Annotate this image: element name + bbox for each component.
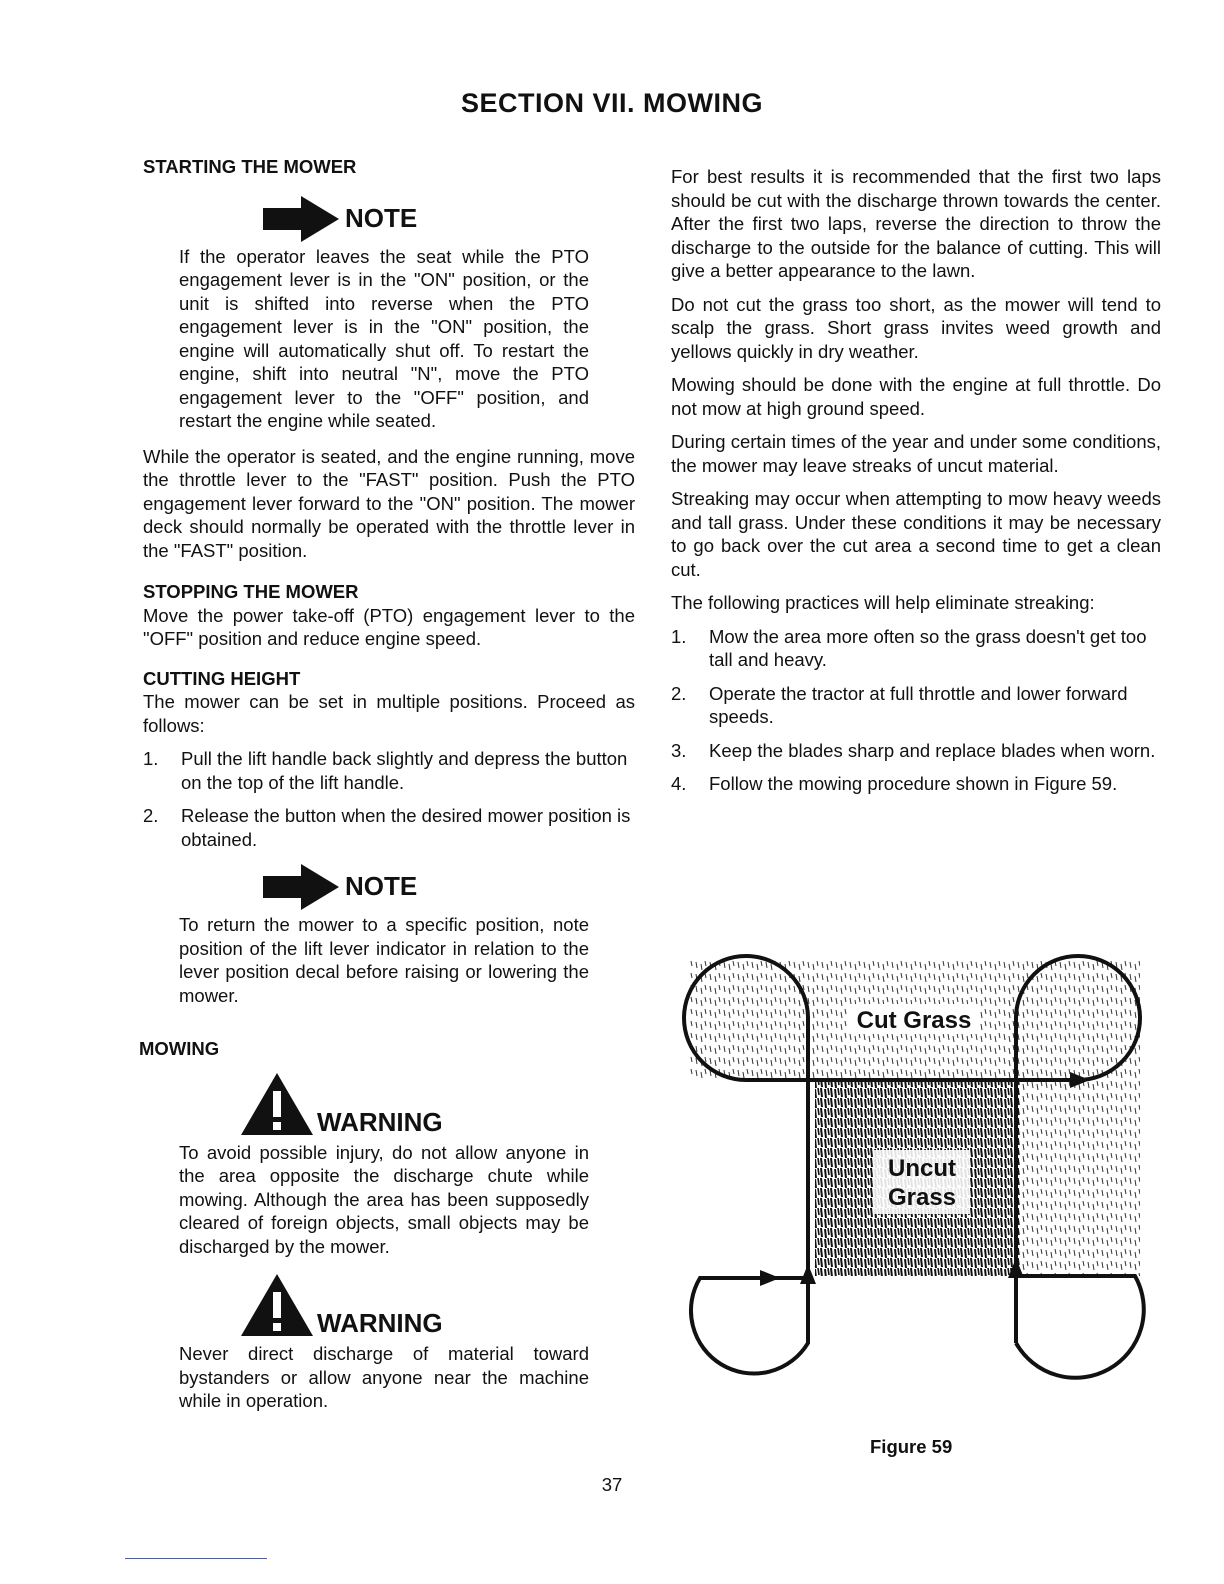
uncut-grass-label-group — [874, 1150, 970, 1214]
arrow-right-icon — [261, 194, 341, 244]
list-item-text: Operate the tractor at full throttle and lower forward speeds. — [709, 682, 1128, 727]
note-label: NOTE — [345, 871, 418, 902]
cut-grass-label-group — [848, 1004, 980, 1034]
warning-header — [239, 1073, 635, 1137]
warning-text: To avoid possible injury, do not allow anyone in the area opposite the discharge chute while mowing. Although the area has been supposedly cleared of foreign objects, small objects may be discharged by the mower. — [179, 1141, 589, 1257]
list-item-number: 1. — [143, 748, 159, 769]
uncut-grass-label-line2: Grass — [887, 1184, 957, 1211]
mowing-procedure-figure — [680, 948, 1150, 1398]
paragraph: Mowing should be done with the engine at full throttle. Do not mow at high ground speed. — [671, 374, 1161, 419]
right-column — [671, 165, 1161, 806]
practices-list — [671, 625, 1161, 796]
mowing-heading: MOWING — [139, 1038, 220, 1059]
list-item-text: Keep the blades sharp and replace blades when worn. — [709, 739, 1156, 761]
list-item-number: 3. — [671, 739, 687, 761]
warning-triangle-icon — [239, 1071, 315, 1137]
starting-paragraph: While the operator is seated, and the engine running, move the throttle lever to the "FAST" position. Push the PTO engagement lever forward to the "ON" position. The mower deck should normally be operated with the throttle lever in the "FAST" position. — [143, 445, 635, 561]
paragraph: Do not cut the grass too short, as the mower will tend to scalp the grass. Short grass invites weed growth and yellows quickly in dry weather. — [671, 293, 1161, 362]
list-item — [671, 625, 1161, 672]
note-header — [261, 861, 635, 913]
warning-label: WARNING — [317, 1308, 443, 1338]
note-header — [261, 193, 635, 245]
list-item — [143, 804, 635, 851]
list-item-text: Release the button when the desired mower position is obtained. — [181, 805, 631, 850]
note-text: To return the mower to a specific position, note position of the lift lever indicator in relation to the lever position decal before raising or lowering the mower. — [179, 914, 589, 1006]
paragraph: During certain times of the year and under some conditions, the mower may leave streaks of uncut material. — [671, 431, 1161, 476]
list-item-text: Pull the lift handle back slightly and depress the button on the top of the lift handle. — [181, 748, 628, 793]
paragraph: Streaking may occur when attempting to mow heavy weeds and tall grass. Under these conditions it may be necessary to go back over the cut area a second time to get a clean cut. — [671, 488, 1161, 580]
list-item — [671, 772, 1161, 796]
list-item-text: Follow the mowing procedure shown in Figure 59. — [709, 773, 1118, 794]
warning-text: Never direct discharge of material toward bystanders or allow anyone near the machine while in operation. — [179, 1343, 589, 1411]
stopping-paragraph: Move the power take-off (PTO) engagement lever to the "OFF" position and reduce engine speed. — [143, 604, 635, 649]
list-item-number: 2. — [143, 805, 159, 826]
figure-caption: Figure 59 — [870, 1436, 953, 1457]
uncut-grass-label-line1: Uncut — [888, 1155, 956, 1182]
cutting-height-heading: CUTTING HEIGHT — [143, 667, 301, 689]
warning-triangle-icon — [239, 1272, 315, 1338]
list-item-number: 1. — [671, 625, 687, 647]
warning-header — [239, 1274, 635, 1338]
note-text: If the operator leaves the seat while the PTO engagement lever is in the "ON" position, or the unit is shifted into reverse when the PTO engagement lever is in the "ON" position, the engine will automatically shut off. To restart the engine, shift into neutral "N", move the PTO engagement lever to the "OFF" position, and restart the engine while seated. — [179, 245, 589, 431]
arrow-right-icon — [261, 862, 341, 912]
cutting-steps-list — [143, 747, 635, 851]
cutting-height-paragraph: The mower can be set in multiple positions. Proceed as follows: — [143, 691, 635, 736]
left-column — [139, 155, 635, 1423]
list-item — [143, 747, 635, 794]
starting-heading: STARTING THE MOWER — [143, 156, 357, 177]
note-label: NOTE — [345, 202, 418, 233]
list-item — [671, 682, 1161, 729]
page-number: 37 — [601, 1474, 623, 1495]
paragraph: The following practices will help eliminate streaking: — [671, 592, 1095, 613]
list-item — [671, 739, 1161, 763]
cut-grass-label: Cut Grass — [856, 1007, 972, 1034]
list-item-number: 2. — [671, 682, 687, 704]
stopping-heading: STOPPING THE MOWER — [143, 581, 359, 602]
footer-divider — [125, 1558, 267, 1559]
warning-label: WARNING — [317, 1106, 443, 1137]
section-title: SECTION VII. MOWING — [460, 88, 763, 118]
list-item-number: 4. — [671, 773, 687, 794]
list-item-text: Mow the area more often so the grass doesn't get too tall and heavy. — [709, 625, 1147, 670]
paragraph: For best results it is recommended that the first two laps should be cut with the discharge thrown towards the center. After the first two laps, reverse the direction to throw the discharge to the outside for the balance of cutting. This will give a better appearance to the lawn. — [671, 166, 1161, 281]
